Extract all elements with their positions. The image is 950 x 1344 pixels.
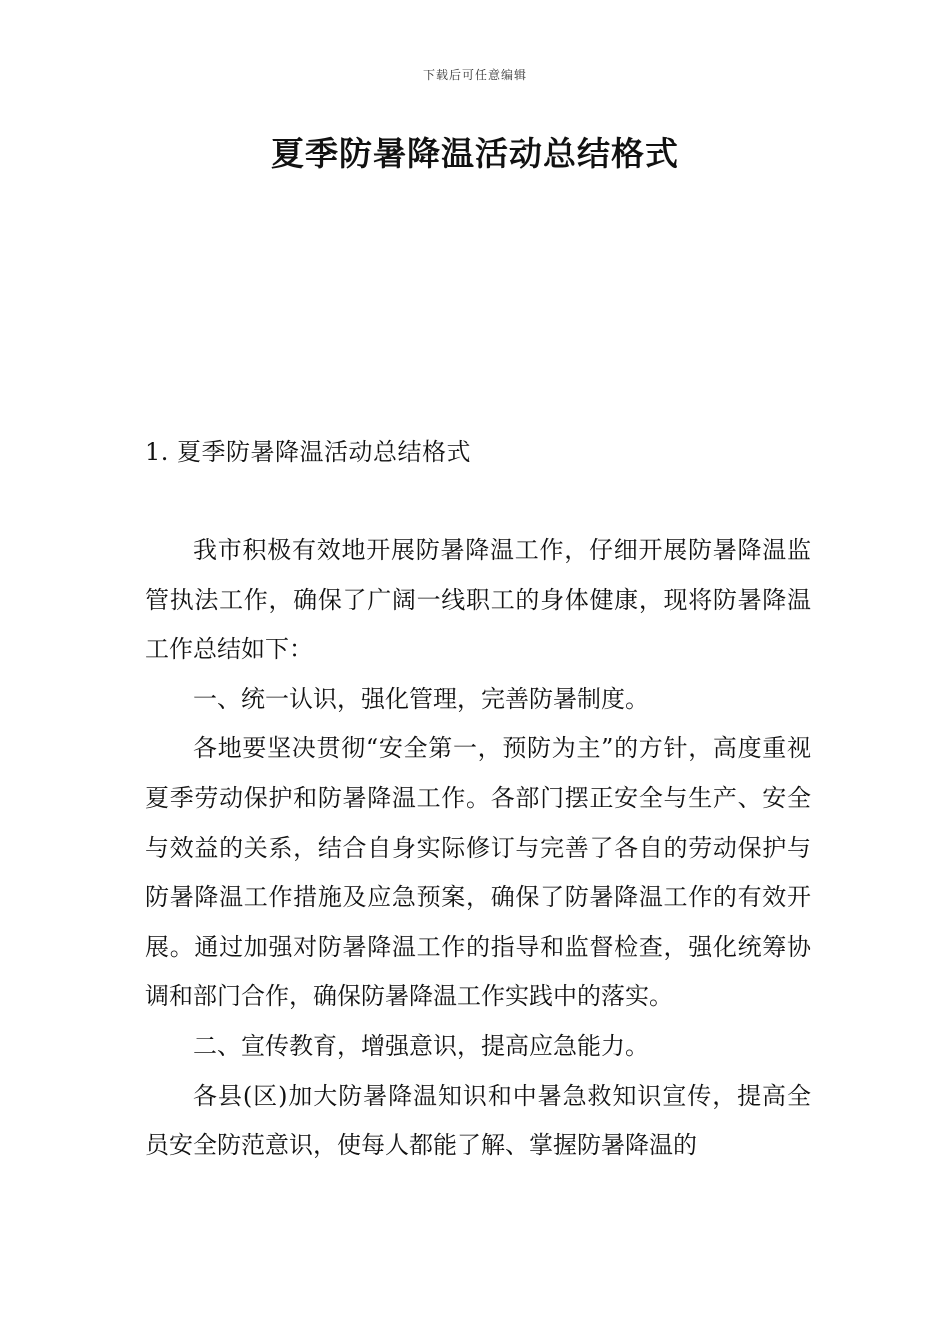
paragraph-heading-1: 一、统一认识，强化管理，完善防暑制度。 bbox=[193, 684, 649, 713]
section-heading: 1. 夏季防暑降温活动总结格式 bbox=[145, 438, 472, 466]
paragraph-intro: 我市积极有效地开展防暑降温工作，仔细开展防暑降温监管执法工作，确保了广阔一线职工的身体健康，现将防暑降温工作总结如下： bbox=[145, 536, 811, 664]
paragraph-heading-2: 二、宣传教育，增强意识，提高应急能力。 bbox=[193, 1031, 649, 1060]
paragraph-section-2: 各县(区)加大防暑降温知识和中暑急救知识宣传，提高全员安全防范意识，使每人都能了解、掌握防暑降温的 bbox=[145, 1081, 811, 1160]
header-note: 下载后可任意编辑 bbox=[422, 68, 527, 82]
document-title: 夏季防暑降温活动总结格式 bbox=[271, 134, 679, 173]
paragraph-section-1: 各地要坚决贯彻“安全第一，预防为主”的方针，高度重视夏季劳动保护和防暑降温工作。各部门摆正安全与生产、安全与效益的关系，结合自身实际修订与完善了各自的劳动保护与防暑降温工作措施及应急预案，确保了防暑降温工作的有效开展。通过加强对防暑降温工作的指导和监督检查，强化统筹协调和部门合作，确保防暑降温工作实践中的落实。 bbox=[145, 734, 811, 1011]
document-body bbox=[145, 526, 811, 1171]
